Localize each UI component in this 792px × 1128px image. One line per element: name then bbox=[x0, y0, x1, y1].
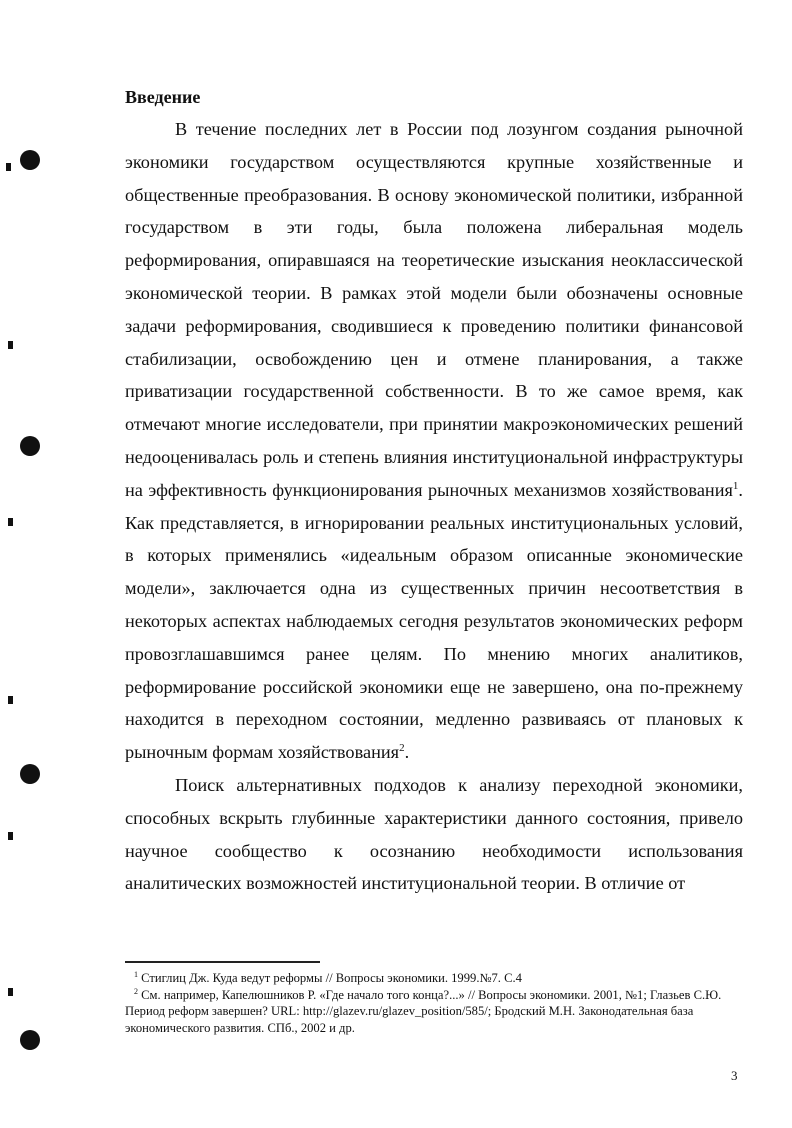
paragraph-1-text: В течение последних лет в России под лозунгом создания рыночной экономики государством осуществляются крупные хозяйственные и общественные преобразования. В основу экономической политики, избранной государством в эти годы, была положена либеральная модель реформирования, опиравшаяся на теоретические изыскания неоклассической экономической теории. В рамках этой модели были обозначены основные задачи реформирования, сводившиеся к проведению политики финансовой стабилизации, освобождению цен и отмене планирования, а также приватизации государственной собственности. В то же самое время, как отмечают многие исследователи, при принятии макроэкономических решений недооценивалась роль и степень влияния институциональной инфраструктуры на эффективность функционирования рыночных механизмов хозяйствования bbox=[125, 119, 743, 500]
punch-hole-4 bbox=[20, 1030, 40, 1050]
footnote-2-text: См. например, Капелюшников Р. «Где начало того конца?...» // Вопросы экономики. 2001, №1; Глазьев С.Ю. Период реформ завершен? URL: http://glazev.ru/glazev_position/585/; Бродский М.Н. Законодательная база экономического развития. СПб., 2002 и др. bbox=[125, 987, 722, 1035]
scan-mark-6 bbox=[8, 988, 13, 996]
paragraph-2-text: Поиск альтернативных подходов к анализу переходной экономики, способных вскрыть глубинные характеристики данного состояния, привело научное сообщество к осознанию необходимости использования аналитических возможностей институциональной теории. В отличие от bbox=[125, 774, 743, 894]
footnote-1 bbox=[125, 970, 743, 987]
punch-hole-1 bbox=[20, 150, 40, 170]
scan-mark-2 bbox=[8, 341, 13, 349]
footnote-separator bbox=[125, 961, 320, 963]
body-text bbox=[125, 113, 743, 900]
scan-mark-5 bbox=[8, 832, 13, 840]
footnote-ref-2: 2 bbox=[399, 742, 405, 755]
punch-hole-2 bbox=[20, 436, 40, 456]
footnote-2 bbox=[125, 987, 743, 1037]
paragraph-1 bbox=[125, 113, 743, 769]
footnotes bbox=[125, 970, 743, 1036]
page-number: 3 bbox=[731, 1068, 738, 1083]
section-heading: Введение bbox=[125, 87, 201, 107]
footnote-2-number: 2 bbox=[134, 986, 138, 996]
footnote-1-text: Стиглиц Дж. Куда ведут реформы // Вопросы экономики. 1999.№7. С.4 bbox=[141, 971, 522, 985]
scan-mark-3 bbox=[8, 518, 13, 526]
footnote-ref-1: 1 bbox=[732, 479, 739, 492]
punch-hole-3 bbox=[20, 764, 40, 784]
paragraph-2 bbox=[125, 769, 743, 900]
paragraph-1-text-end: . bbox=[404, 742, 410, 763]
scan-mark-1 bbox=[6, 163, 11, 171]
scan-mark-4 bbox=[8, 696, 13, 704]
footnote-1-number: 1 bbox=[134, 969, 138, 979]
paragraph-1-text-continued: . Как представляется, в игнорировании реальных институциональных условий, в которых применялись «идеальным образом описанные экономические модели», заключается одна из существенных причин несоответствия в некоторых аспектах наблюдаемых сегодня результатов экономических реформ провозглашавшимся ранее целям. По мнению многих аналитиков, реформирование российской экономики еще не завершено, она по-прежнему находится в переходном состоянии, медленно развиваясь от плановых к рыночным формам хозяйствования bbox=[125, 479, 743, 763]
